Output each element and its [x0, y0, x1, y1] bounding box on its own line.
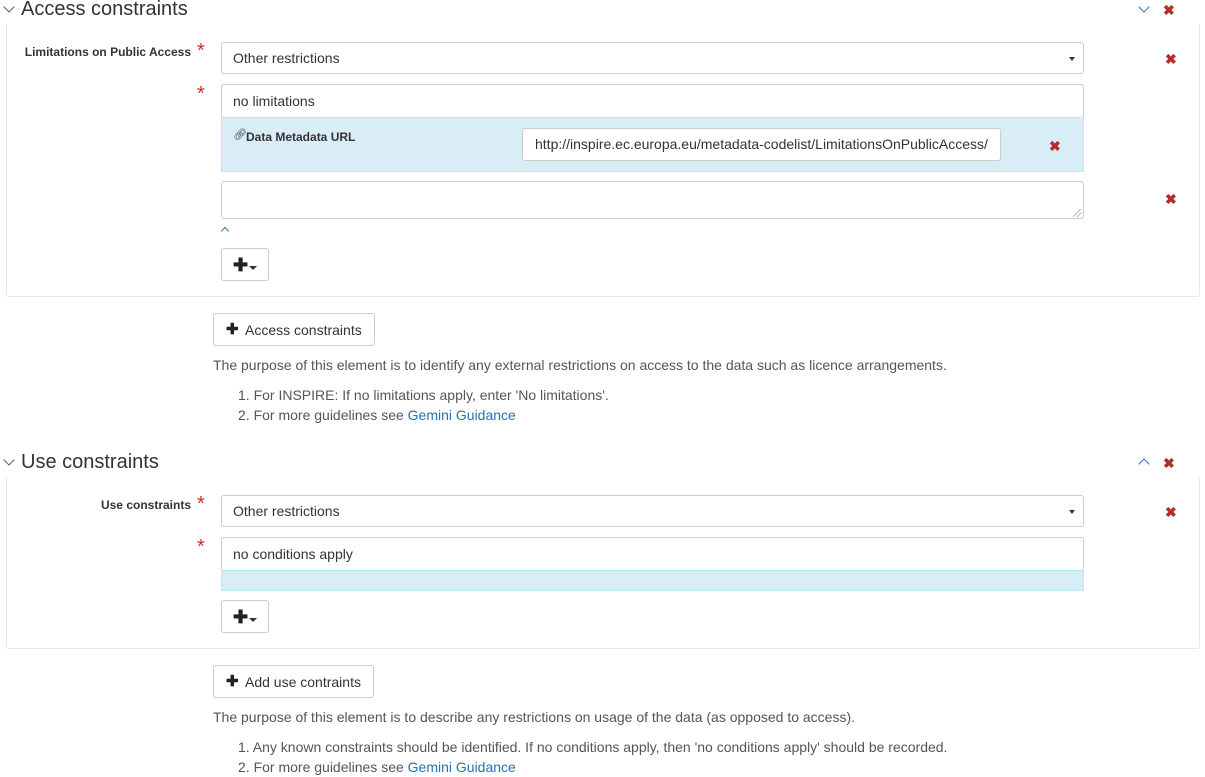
add-use-constraints-button[interactable] [213, 665, 374, 698]
section-toggle-icon[interactable] [3, 454, 14, 465]
gemini-guidance-link[interactable]: Gemini Guidance [407, 759, 516, 775]
button-label: Access constraints [245, 322, 362, 338]
resize-handle[interactable] [1073, 209, 1081, 217]
link-icon: 🔗︎ [233, 129, 247, 141]
url-label: Data Metadata URL [246, 130, 356, 144]
extra-textarea[interactable] [221, 181, 1084, 219]
help-item: 2. For more guidelines see Gemini Guidance [238, 407, 516, 423]
input-value: no conditions apply [233, 546, 353, 562]
help-text: The purpose of this element is to describe any restrictions on usage of the data (as opposed to access). [213, 709, 856, 725]
move-down-icon[interactable] [1138, 1, 1149, 12]
section-title: Access constraints [21, 0, 188, 20]
remove-field-icon[interactable]: ✖ [1165, 191, 1177, 207]
section-toggle-icon[interactable] [3, 1, 14, 12]
field-label: Limitations on Public Access [24, 45, 191, 59]
input-value: no limitations [233, 93, 315, 109]
required-indicator: * [197, 40, 205, 62]
dropdown-caret-icon [249, 618, 257, 622]
required-indicator: * [197, 83, 205, 105]
remove-field-icon[interactable]: ✖ [1165, 504, 1177, 520]
field-label: Use constraints [100, 498, 191, 512]
use-text-input[interactable] [221, 537, 1084, 571]
select-value: Other restrictions [233, 50, 340, 66]
remove-section-icon[interactable]: ✖ [1163, 455, 1175, 471]
gemini-guidance-link[interactable]: Gemini Guidance [407, 407, 516, 423]
remove-section-icon[interactable]: ✖ [1163, 2, 1175, 18]
add-child-button[interactable] [221, 248, 269, 281]
dropdown-caret-icon [1069, 510, 1075, 514]
help-item-text: Any known constraints should be identified. If no conditions apply, then 'no conditions apply' should be recorded. [252, 739, 948, 755]
move-up-icon[interactable] [1138, 458, 1149, 469]
remove-url-icon[interactable]: ✖ [1049, 138, 1061, 154]
remove-field-icon[interactable]: ✖ [1165, 51, 1177, 67]
required-indicator: * [197, 493, 205, 515]
dropdown-caret-icon [249, 266, 257, 270]
select-value: Other restrictions [233, 503, 340, 519]
url-panel [221, 570, 1084, 591]
help-item-text: For more guidelines see [253, 759, 408, 775]
help-item: 2. For more guidelines see Gemini Guidance [238, 759, 516, 775]
url-panel [221, 117, 1084, 172]
dropdown-caret-icon [1069, 57, 1075, 61]
help-item: 1. For INSPIRE: If no limitations apply, enter 'No limitations'. [238, 387, 609, 403]
required-indicator: * [197, 536, 205, 558]
add-access-constraints-button[interactable] [213, 313, 375, 346]
plus-icon: ✚ [233, 255, 249, 275]
help-item-text: For INSPIRE: If no limitations apply, enter 'No limitations'. [253, 387, 609, 403]
use-select[interactable] [221, 495, 1084, 527]
help-text: The purpose of this element is to identify any external restrictions on access to the data such as licence arrangements. [213, 357, 947, 373]
plus-icon: ✚ [226, 673, 239, 690]
metadata-url-input[interactable] [522, 128, 1001, 161]
button-label: Add use contraints [245, 674, 361, 690]
plus-icon: ✚ [233, 607, 249, 627]
help-item: 1. Any known constraints should be identified. If no conditions apply, then 'no conditions apply' should be recorded. [238, 739, 948, 755]
help-item-text: For more guidelines see [253, 407, 408, 423]
limitations-text-input[interactable] [221, 84, 1084, 118]
limitations-select[interactable] [221, 42, 1084, 74]
section-title: Use constraints [21, 451, 159, 473]
add-child-button[interactable] [221, 600, 269, 633]
input-value: http://inspire.ec.europa.eu/metadata-codelist/LimitationsOnPublicAccess/ [535, 136, 988, 152]
plus-icon: ✚ [226, 321, 239, 338]
